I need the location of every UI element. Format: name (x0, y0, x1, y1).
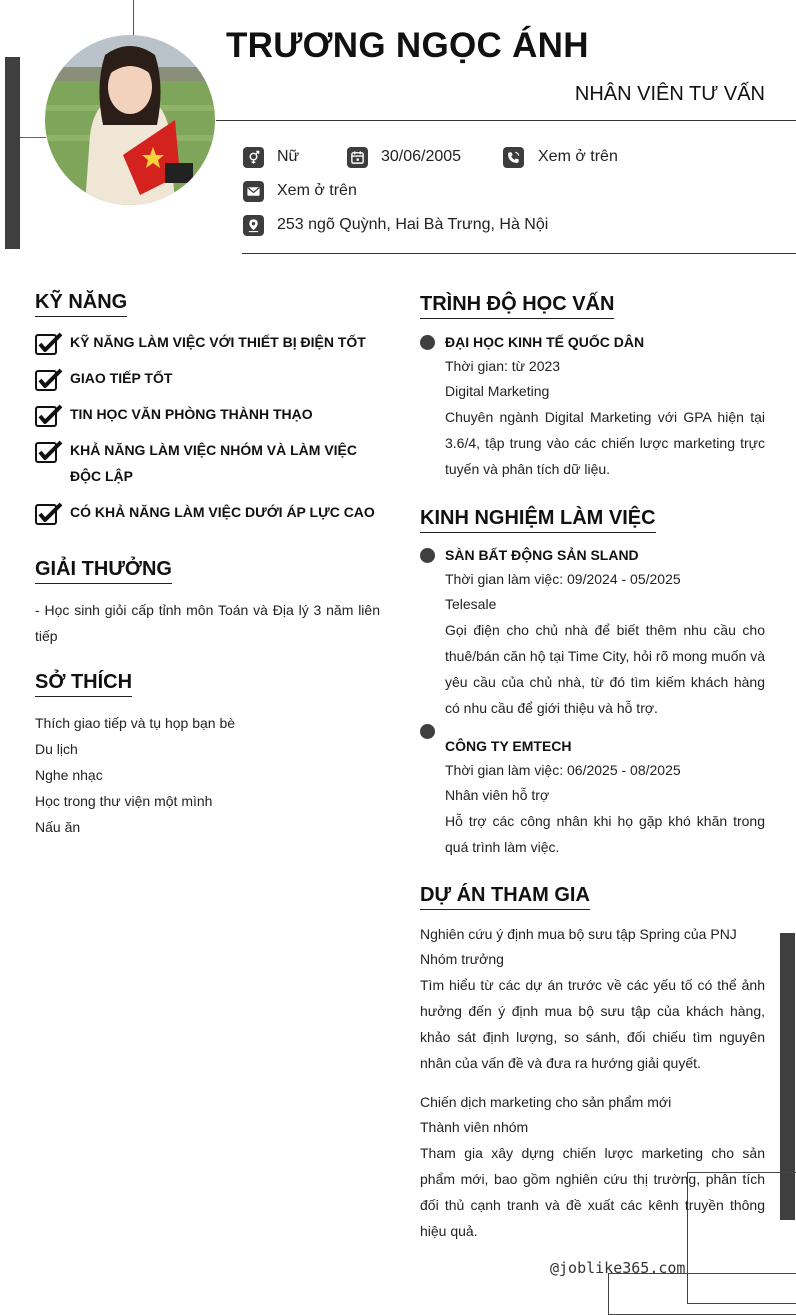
phone-icon (503, 147, 524, 168)
skill-label: KHẢ NĂNG LÀM VIỆC NHÓM VÀ LÀM VIỆC ĐỘC LẬP (70, 442, 357, 484)
projects-section (420, 884, 590, 910)
checkbox-check-icon (35, 502, 63, 526)
project-desc: Tìm hiểu từ các dự án trước về các yếu tố có thể ảnh hưởng đến ý định mua bộ sưu tập của khách hàng, khảo sát định lượng, so sánh, đối chiếu tìm nguyên nhân của vấn đề và đưa ra hướng giải quyết. (420, 977, 765, 1071)
skill-label: KỸ NĂNG LÀM VIỆC VỚI THIẾT BỊ ĐIỆN TỐT (70, 334, 366, 350)
checkbox-check-icon (35, 332, 63, 356)
experience-section (420, 507, 656, 533)
watermark: @joblike365.com (550, 1259, 686, 1277)
job-role: Nhân viên hỗ trợ (445, 787, 550, 803)
education-desc: Chuyên ngành Digital Marketing với GPA hiện tại 3.6/4, tập trung vào các chiến lược marketing trực tuyến và phân tích dữ liệu. (445, 409, 765, 477)
hobbies-section (35, 671, 132, 697)
hobby-item: Du lịch (35, 741, 78, 757)
email-value: Xem ở trên (277, 182, 357, 199)
top-vertical-line (133, 0, 134, 36)
skill-item (35, 368, 385, 392)
project-name: Chiến dịch marketing cho sản phẩm mới (420, 1094, 672, 1110)
bullet-dot-icon (420, 335, 435, 350)
skills-title: KỸ NĂNG (35, 291, 127, 317)
job-company: SÀN BẤT ĐỘNG SẢN SLAND (445, 547, 639, 563)
checkbox-check-icon (35, 368, 63, 392)
education-time: Thời gian: từ 2023 (445, 358, 561, 374)
skill-item (35, 404, 385, 428)
education-section (420, 293, 614, 319)
hobbies-title: SỞ THÍCH (35, 671, 132, 697)
projects-title: DỰ ÁN THAM GIA (420, 884, 590, 910)
address-value: 253 ngõ Quỳnh, Hai Bà Trưng, Hà Nội (277, 216, 549, 233)
email-icon (243, 181, 264, 202)
skill-item (35, 440, 385, 489)
location-icon (243, 215, 264, 236)
checkbox-check-icon (35, 404, 63, 428)
gender-value: Nữ (277, 148, 300, 165)
calendar-icon (347, 147, 368, 168)
project-name: Nghiên cứu ý định mua bộ sưu tập Spring của PNJ (420, 926, 737, 942)
skills-section-title-wrap (35, 291, 127, 317)
profile-photo (45, 35, 215, 205)
skill-item (35, 332, 385, 356)
education-title: TRÌNH ĐỘ HỌC VẤN (420, 293, 614, 319)
birthday-value: 30/06/2005 (381, 148, 462, 165)
awards-text: - Học sinh giỏi cấp tỉnh môn Toán và Địa lý 3 năm liên tiếp (35, 602, 380, 644)
project-role: Thành viên nhóm (420, 1119, 529, 1135)
phone-value: Xem ở trên (538, 148, 618, 165)
awards-title: GIẢI THƯỞNG (35, 558, 172, 584)
experience-title: KINH NGHIỆM LÀM VIỆC (420, 507, 656, 533)
job-company: CÔNG TY EMTECH (445, 738, 572, 754)
gender-icon (243, 147, 264, 168)
info-divider (242, 253, 796, 254)
skill-label: GIAO TIẾP TỐT (70, 370, 173, 386)
photo-side-line (20, 137, 46, 138)
hobby-item: Nghe nhạc (35, 767, 103, 783)
job-desc: Gọi điện cho chủ nhà để biết thêm nhu cầu cho thuê/bán căn hộ tại Time City, hỏi rõ mong muốn và yêu cầu của chủ nhà, từ đó tìm kiếm khách hàng có nhu cầu để giới thiệu và hỗ trợ. (445, 622, 765, 716)
hobby-item: Học trong thư viện một mình (35, 793, 213, 809)
left-accent-bar (5, 57, 20, 249)
bullet-dot-icon (420, 548, 435, 563)
awards-section (35, 558, 172, 584)
bullet-dot-icon (420, 724, 435, 739)
job-time: Thời gian làm việc: 09/2024 - 05/2025 (445, 571, 681, 587)
skill-label: CÓ KHẢ NĂNG LÀM VIỆC DƯỚI ÁP LỰC CAO (70, 504, 375, 520)
project-desc: Tham gia xây dựng chiến lược marketing cho sản phẩm mới, bao gồm nghiên cứu thị trường, phân tích đối thủ cạnh tranh và đề xuất các kênh truyền thông hiệu quả. (420, 1145, 765, 1239)
candidate-name: TRƯƠNG NGỌC ÁNH (226, 26, 589, 65)
job-role: Telesale (445, 596, 497, 612)
job-time: Thời gian làm việc: 06/2025 - 08/2025 (445, 762, 681, 778)
skill-item (35, 502, 385, 526)
corner-frame-2 (608, 1273, 796, 1315)
job-desc: Hỗ trợ các công nhân khi họ gặp khó khăn trong quá trình làm việc. (445, 813, 765, 855)
checkbox-check-icon (35, 440, 63, 464)
skill-label: TIN HỌC VĂN PHÒNG THÀNH THẠO (70, 406, 313, 422)
education-major: Digital Marketing (445, 383, 550, 399)
hobby-item: Thích giao tiếp và tụ họp bạn bè (35, 715, 236, 731)
school-name: ĐẠI HỌC KINH TẾ QUỐC DÂN (445, 334, 645, 350)
job-title: NHÂN VIÊN TƯ VẤN (574, 83, 765, 105)
project-role: Nhóm trưởng (420, 951, 504, 967)
header-divider (216, 120, 796, 121)
hobby-item: Nấu ăn (35, 819, 81, 835)
